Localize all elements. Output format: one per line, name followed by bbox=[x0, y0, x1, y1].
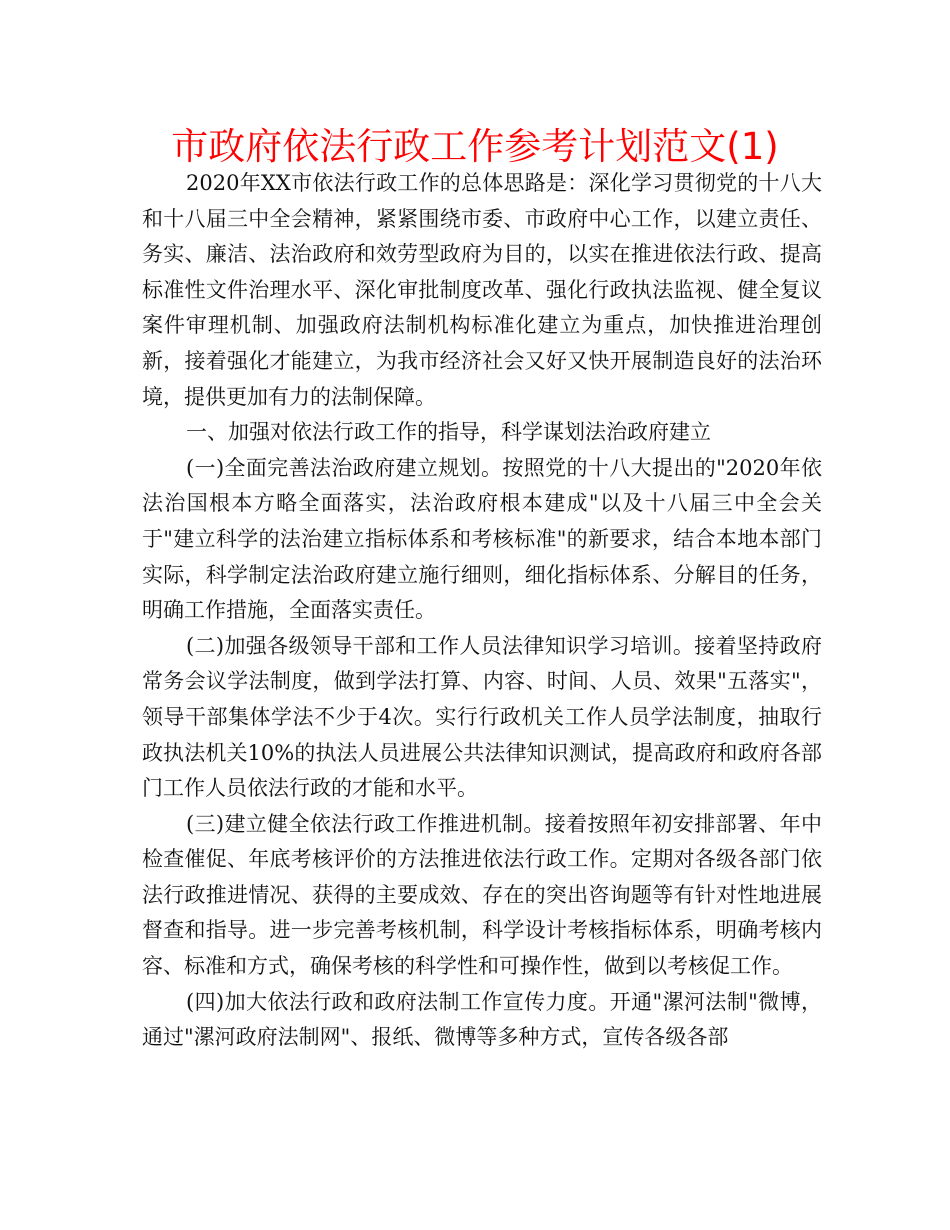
section-heading-1: 一、加强对依法行政工作的指导，科学谋划法治政府建立 bbox=[186, 420, 711, 445]
paragraph-item-2: (二)加强各级领导干部和工作人员法律知识学习培训。接着坚持政府常务会议学法制度，做到学法打算、内容、时间、人员、效果"五落实"，领导干部集体学法不少于4次。实行行政机关工作人员学法制度，抽取行政执法机关10%的执法人员进展公共法律知识测试，提高政府和政府各部门工作人员依法行政的才能和水平。 bbox=[142, 633, 822, 801]
document-body bbox=[142, 166, 822, 1056]
paragraph-item-1: (一)全面完善法治政府建立规划。按照党的十八大提出的"2020年依法治国根本方略全面落实，法治政府根本建成"以及十八届三中全会关于"建立科学的法治建立指标体系和考核标准"的新要求，结合本地本部门实际，科学制定法治政府建立施行细则，细化指标体系、分解目的任务，明确工作措施，全面落实责任。 bbox=[142, 455, 822, 623]
paragraph-overview: 2020年XX市依法行政工作的总体思路是：深化学习贯彻党的十八大和十八届三中全会精神，紧紧围绕市委、市政府中心工作，以建立责任、务实、廉洁、法治政府和效劳型政府为目的，以实在推进依法行政、提高标准性文件治理水平、深化审批制度改革、强化行政执法监视、健全复议案件审理机制、加强政府法制机构标准化建立为重点，加快推进治理创新，接着强化才能建立，为我市经济社会又好又快开展制造良好的法治环境，提供更加有力的法制保障。 bbox=[142, 171, 822, 409]
paragraph-item-4: (四)加大依法行政和政府法制工作宣传力度。开通"漯河法制"微博，通过"漯河政府法制网"、报纸、微博等多种方式，宣传各级各部 bbox=[142, 989, 822, 1050]
document-title: 市政府依法行政工作参考计划范文(1) bbox=[171, 125, 779, 168]
paragraph-item-3: (三)建立健全依法行政工作推进机制。接着按照年初安排部署、年中检查催促、年底考核评价的方法推进依法行政工作。定期对各级各部门依法行政推进情况、获得的主要成效、存在的突出咨询题等有针对性地进展督查和指导。进一步完善考核机制，科学设计考核指标体系，明确考核内容、标准和方式，确保考核的科学性和可操作性，做到以考核促工作。 bbox=[142, 811, 822, 979]
